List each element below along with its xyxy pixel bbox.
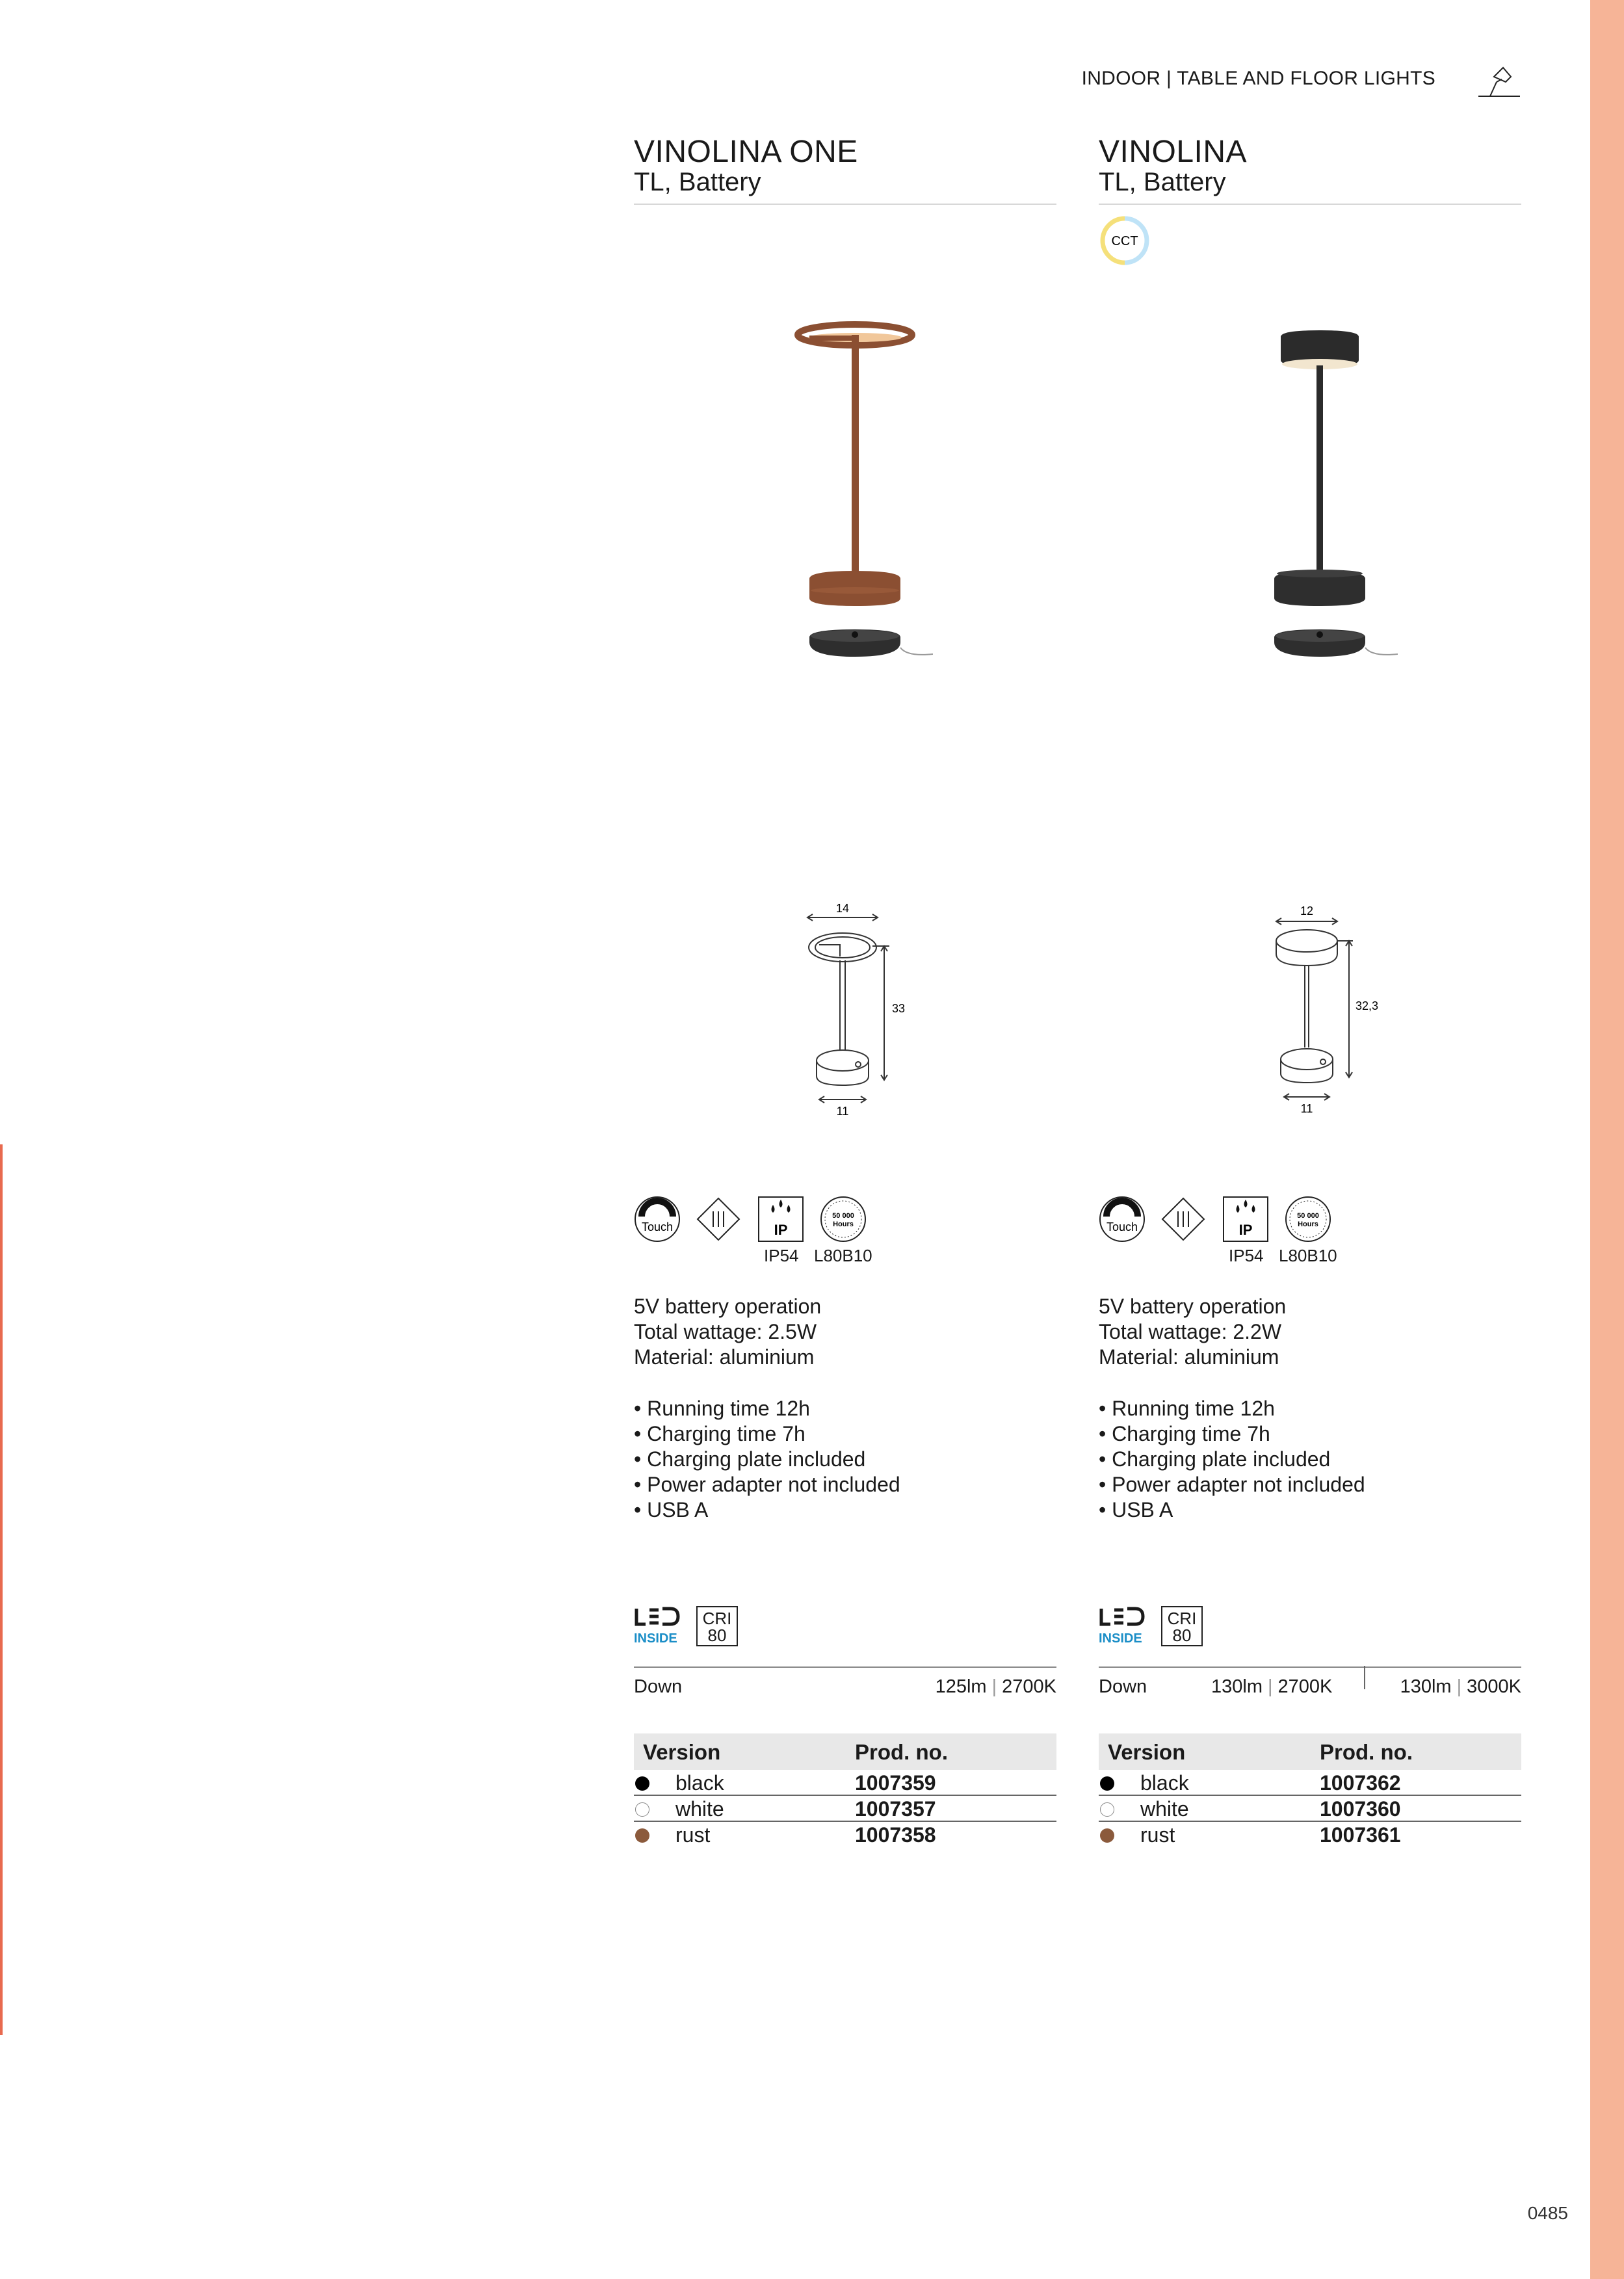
dimension-drawing	[793, 901, 923, 1122]
version-table	[1099, 1733, 1521, 1848]
dimension-drawing	[1258, 901, 1388, 1122]
svg-text:Hours: Hours	[1298, 1220, 1318, 1228]
feature-item: • Charging time 7h	[1099, 1421, 1365, 1447]
lifetime-label: L80B10	[1279, 1246, 1337, 1265]
feature-item: • USB A	[1099, 1497, 1365, 1523]
product-subtitle: TL, Battery	[634, 168, 761, 196]
svg-text:IP: IP	[1238, 1222, 1253, 1238]
ip-rating-icon	[1224, 1197, 1268, 1241]
table-row: white 1007360	[1099, 1796, 1521, 1822]
light-direction: Down	[634, 1676, 683, 1697]
svg-text:Hours: Hours	[833, 1220, 854, 1228]
feature-item: • USB A	[634, 1497, 900, 1523]
light-divider	[1099, 1666, 1521, 1668]
touch-icon	[635, 1197, 679, 1241]
dim-top-label: 14	[835, 902, 850, 915]
product-name: VINOLINA ONE	[634, 135, 858, 169]
led-inside-logo	[1099, 1606, 1146, 1645]
feature-item: • Charging plate included	[634, 1447, 900, 1472]
lifetime-hours-icon	[1286, 1197, 1330, 1241]
left-edge-strip	[0, 1144, 3, 2035]
spec-line: Total wattage: 2.5W	[634, 1320, 817, 1343]
svg-text:INSIDE: INSIDE	[634, 1631, 677, 1645]
table-row: black 1007362	[1099, 1770, 1521, 1796]
product-name: VINOLINA	[1099, 135, 1248, 169]
svg-text:IP: IP	[774, 1222, 788, 1238]
product-subtitle: TL, Battery	[1099, 168, 1226, 196]
title-divider	[634, 204, 1056, 205]
ip-label: IP54	[1229, 1246, 1264, 1265]
svg-text:Touch: Touch	[1106, 1220, 1138, 1233]
led-inside-logo	[634, 1606, 681, 1645]
spec-line: Material: aluminium	[1099, 1345, 1279, 1369]
title-divider	[1099, 204, 1521, 205]
dim-base-label: 11	[1300, 1102, 1313, 1115]
spec-line: 5V battery operation	[634, 1295, 822, 1318]
table-row: black 1007359	[634, 1770, 1056, 1796]
version-table	[634, 1733, 1056, 1848]
light-value: 130lm | 2700K	[1211, 1676, 1333, 1697]
feature-item: • Charging time 7h	[634, 1421, 900, 1447]
feature-item: • Charging plate included	[1099, 1447, 1365, 1472]
class-three-icon	[698, 1198, 739, 1240]
touch-icon	[1100, 1197, 1144, 1241]
light-direction: Down	[1099, 1676, 1147, 1697]
table-row: rust 1007361	[1099, 1822, 1521, 1848]
feature-list	[634, 1396, 900, 1523]
table-header: Version Prod. no.	[1099, 1733, 1521, 1770]
feature-list	[1099, 1396, 1365, 1523]
cct-badge	[1099, 215, 1151, 267]
specs-block	[1099, 1294, 1286, 1370]
feature-item: • Running time 12h	[1099, 1396, 1365, 1421]
accent-strip	[1590, 0, 1624, 2279]
feature-item: • Running time 12h	[634, 1396, 900, 1421]
table-header: Version Prod. no.	[634, 1733, 1056, 1770]
table-row: rust 1007358	[634, 1822, 1056, 1848]
table-lamp-icon	[1477, 62, 1521, 99]
spec-line: Material: aluminium	[634, 1345, 815, 1369]
lifetime-hours-icon	[821, 1197, 865, 1241]
dim-base-label: 11	[836, 1105, 849, 1118]
feature-item: • Power adapter not included	[1099, 1472, 1365, 1497]
class-three-icon	[1162, 1198, 1204, 1240]
dim-height-label: 32,3	[1356, 999, 1379, 1012]
svg-text:CCT: CCT	[1111, 234, 1138, 248]
ip-label: IP54	[764, 1246, 799, 1265]
product-image-vinolina	[1242, 306, 1398, 683]
light-value: 125lm | 2700K	[935, 1676, 1056, 1697]
cri-badge: CRI 80	[696, 1606, 738, 1646]
page-number: 0485	[1527, 2203, 1568, 2223]
specs-block	[634, 1294, 821, 1370]
cri-badge: CRI 80	[1161, 1606, 1203, 1646]
product-image-vinolina-one	[777, 306, 933, 683]
spec-line: Total wattage: 2.2W	[1099, 1320, 1282, 1343]
section-title: INDOOR | TABLE AND FLOOR LIGHTS	[1081, 68, 1435, 89]
svg-text:50 000: 50 000	[832, 1212, 854, 1220]
lifetime-label: L80B10	[814, 1246, 872, 1265]
feature-item: • Power adapter not included	[634, 1472, 900, 1497]
dim-top-label: 12	[1300, 904, 1314, 917]
light-separator	[1364, 1666, 1365, 1689]
svg-text:Touch: Touch	[641, 1220, 674, 1233]
svg-text:50 000: 50 000	[1297, 1212, 1319, 1220]
spec-line: 5V battery operation	[1099, 1295, 1287, 1318]
table-row: white 1007357	[634, 1796, 1056, 1822]
ip-rating-icon	[759, 1197, 803, 1241]
dim-height-label: 33	[892, 1002, 906, 1015]
light-value: 130lm | 3000K	[1400, 1676, 1521, 1697]
light-divider	[634, 1666, 1056, 1668]
svg-text:INSIDE: INSIDE	[1099, 1631, 1142, 1645]
